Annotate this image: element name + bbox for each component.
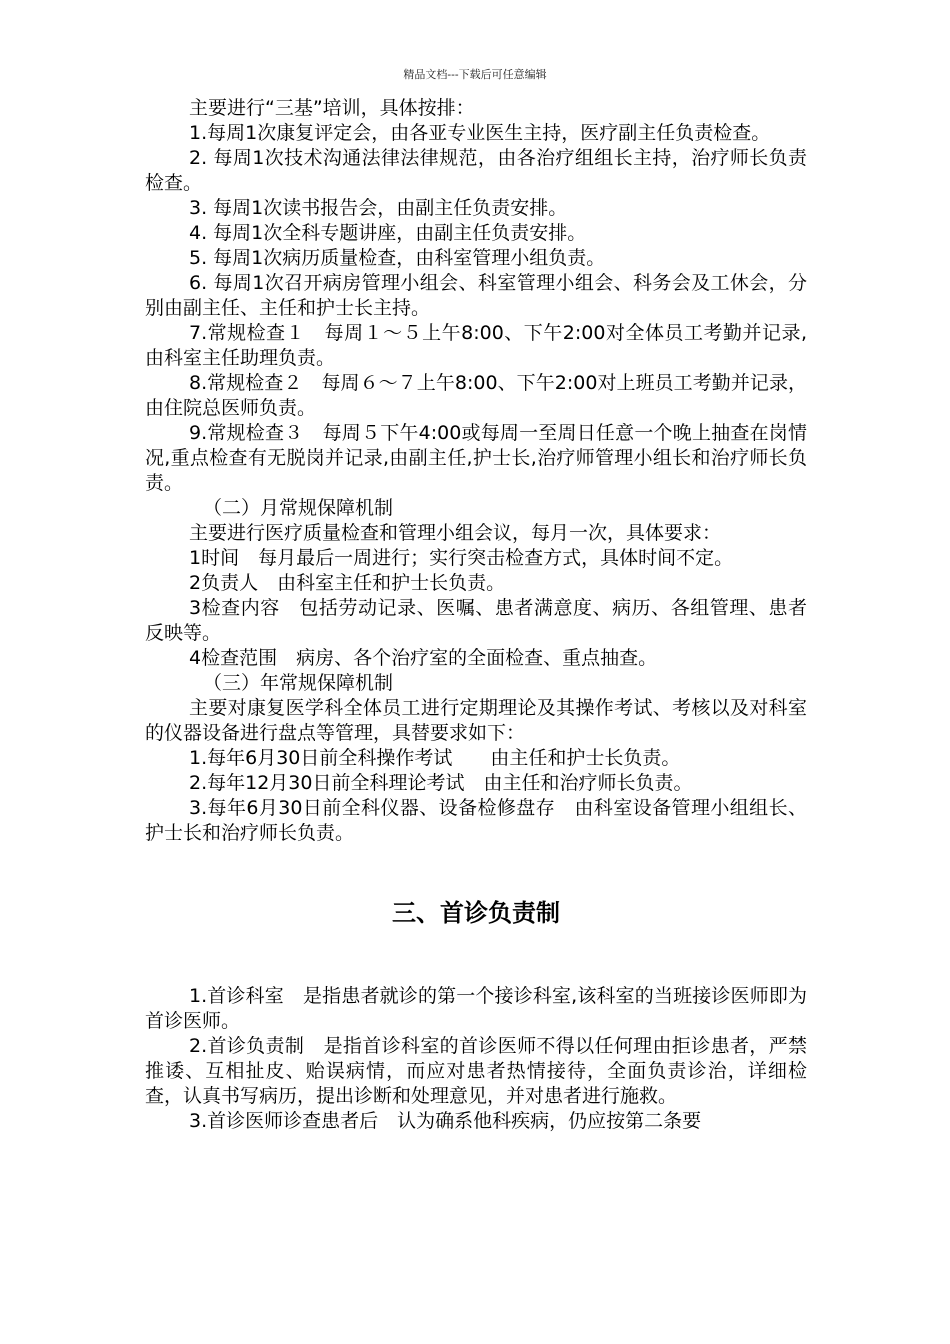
paragraph: 1时间 每月最后一周进行；实行突击检查方式，具体时间不定。 xyxy=(189,547,734,569)
paragraph: 1.每周1次康复评定会，由各亚专业医生主持，医疗副主任负责检查。 xyxy=(189,122,771,144)
paragraph: 3.每年6月30日前全科仪器、设备检修盘存 由科室设备管理小组组长、护士长和治疗师长负责。 xyxy=(145,797,807,844)
page-header: 精品文档---下载后可任意编辑 xyxy=(403,68,547,81)
paragraph: 4检查范围 病房、各个治疗室的全面检查、重点抽查。 xyxy=(189,647,658,669)
document-body xyxy=(145,96,807,1134)
paragraph: 2.每年12月30日前全科理论考试 由主任和治疗师长负责。 xyxy=(189,772,693,794)
paragraph: 3检查内容 包括劳动记录、医嘱、患者满意度、病历、各组管理、患者反映等。 xyxy=(145,597,807,644)
paragraph: 5. 每周1次病历质量检查，由科室管理小组负责。 xyxy=(189,247,606,269)
subheading-year: （三）年常规保障机制 xyxy=(203,672,394,694)
paragraph: 主要进行医疗质量检查和管理小组会议，每月一次，具体要求： xyxy=(189,522,722,544)
paragraph: 2.首诊负责制 是指首诊科室的首诊医师不得以任何理由拒诊患者，严禁推诿、互相扯皮、贻误病情，而应对患者热情接待，全面负责诊治，详细检查，认真书写病历，提出诊断和处理意见，并对患者进行施救。 xyxy=(145,1035,807,1107)
paragraph: 8.常规检查２ 每周６～７上午8:00、下午2:00对上班员工考勤并记录，由住院总医师负责。 xyxy=(145,372,807,419)
paragraph: 2负责人 由科室主任和护士长负责。 xyxy=(189,572,506,594)
paragraph: 3. 每周1次读书报告会，由副主任负责安排。 xyxy=(189,197,568,219)
paragraph: 主要进行“三基”培训，具体按排： xyxy=(189,97,475,119)
paragraph: 7.常规检查１ 每周１～５上午8:00、下午2:00对全体员工考勤并记录,由科室主任助理负责。 xyxy=(145,322,807,369)
subheading-month: （二）月常规保障机制 xyxy=(203,497,394,519)
paragraph: 2. 每周1次技术沟通法律法律规范，由各治疗组组长主持，治疗师长负责检查。 xyxy=(145,147,807,194)
paragraph: 9.常规检查３ 每周５下午4:00或每周一至周日任意一个晚上抽查在岗情况,重点检查有无脱岗并记录,由副主任,护士长,治疗师管理小组长和治疗师长负责。 xyxy=(145,422,807,494)
paragraph: 主要对康复医学科全体员工进行定期理论及其操作考试、考核以及对科室的仪器设备进行盘点等管理，具替要求如下： xyxy=(145,697,807,744)
paragraph: 4. 每周1次全科专题讲座，由副主任负责安排。 xyxy=(189,222,587,244)
paragraph: 1.首诊科室 是指患者就诊的第一个接诊科室,该科室的当班接诊医师即为首诊医师。 xyxy=(145,985,807,1032)
paragraph: 3.首诊医师诊查患者后 认为确系他科疾病，仍应按第二条要 xyxy=(189,1110,702,1132)
paragraph: 1.每年6月30日前全科操作考试 由主任和护士长负责。 xyxy=(189,747,681,769)
section-title: 三、首诊负责制 xyxy=(392,898,560,927)
paragraph: 6. 每周1次召开病房管理小组会、科室管理小组会、科务会及工休会，分别由副主任、主任和护士长主持。 xyxy=(145,272,807,319)
